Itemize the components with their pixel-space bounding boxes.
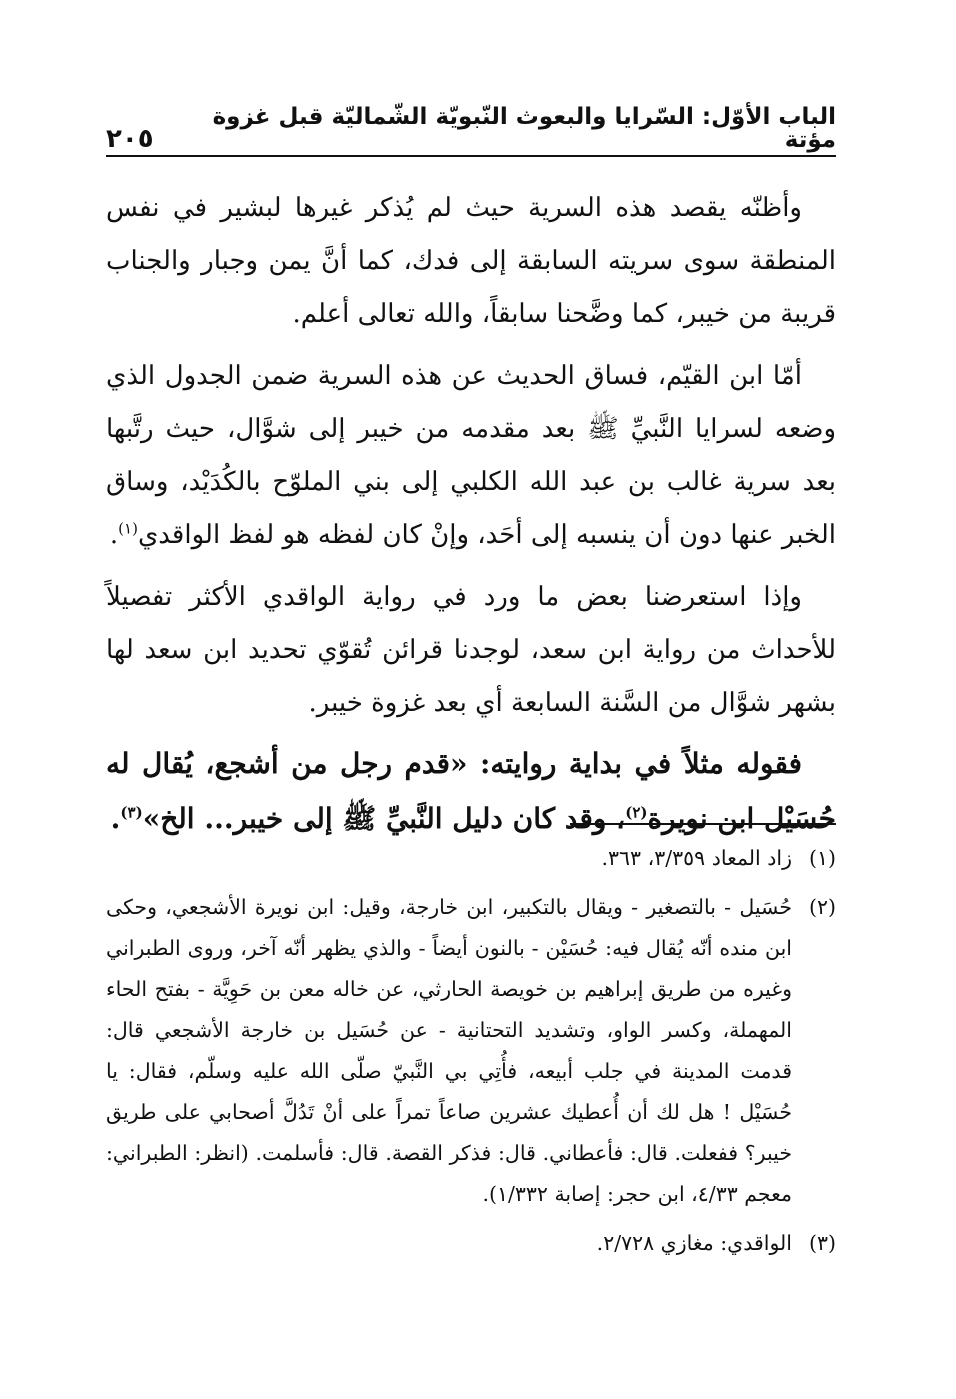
paragraph-2 [106,350,836,562]
paragraph-4 [106,736,836,846]
footnote-number: (٣) [808,1231,836,1255]
footnote-text: زاد المعاد ٣/٣٥٩، ٣٦٣. [601,846,792,870]
footnote-number: (١) [808,846,836,870]
page-number: ٢٠٥ [106,124,154,154]
paragraph-4-intro: فقوله مثلاً في بداية روايته: [467,747,802,780]
running-head [106,104,836,154]
footnote-text: الواقدي: مغازي ٢/٧٢٨. [596,1231,792,1255]
footnote-ref-1: (١) [118,519,138,538]
main-text [106,182,836,846]
header-rule [106,155,836,157]
running-head-title: الباب الأوّل: السّرايا والبعوث النّبويّة الشّماليّة قبل غزوة مؤتة [212,104,836,153]
paragraph-4-end: . [110,802,121,835]
quotation-part-1: «قدم رجل من أشجع، يُقال له حُسَيْل ابن نويرة [106,747,836,835]
paragraph-1 [106,182,836,341]
footnote-text: حُسَيل - بالتصغير - ويقال بالتكبير، ابن خارجة، وقيل: ابن نويرة الأشجعي، وحكى ابن منده أنّه يُقال فيه: حُسَيْن - بالنون أيضاً - والذي يظهر أنّه آخر، وروى الطبراني وغيره من طريق إبراهيم بن خويصة الحارثي، عن خاله معن بن حَوِيَّة - بفتح الحاء المهملة، وكسر الواو، وتشديد التحتانية - عن حُسَيل بن خارجة الأشجعي قال: قدمت المدينة في جلب أبيعه، فأُتِي بي النَّبيّ صلّى الله عليه وسلّم، فقال: يا حُسَيْل ! هل لك أن أُعطيك عشرين صاعاً تمراً على أنْ تَدُلَّ أصحابي على طريق خيبر؟ ففعلت. قال: فأعطاني. قال: فذكر القصة. قال: فأسلمت. (انظر: الطبراني: معجم ٤/٣٣، ابن حجر: إصابة ١/٣٣٢). [106,895,792,1206]
footnote-ref-2: (٢) [625,803,648,822]
footnote-1 [106,838,836,879]
footnote-ref-3: (٣) [120,803,143,822]
quotation-part-2: ، وقد كان دليل النَّبيِّ ﷺ إلى خيبر... الخ» [142,802,626,835]
footnote-rule [570,823,836,825]
paragraph-3-text: وإذا استعرضنا بعض ما ورد في رواية الواقدي الأكثر تفصيلاً للأحداث من رواية ابن سعد، لوجدنا قرائن تُقوّي تحديد ابن سعد لها بشهر شوَّال من السَّنة السابعة أي بعد غزوة خيبر. [106,582,836,718]
paragraph-2-end: . [109,520,119,550]
paragraph-3 [106,571,836,730]
footnote-2 [106,887,836,1215]
footnotes [106,838,836,1272]
paragraph-2-text: أمّا ابن القيّم، فساق الحديث عن هذه السرية ضمن الجدول الذي وضعه لسرايا النَّبيِّ ﷺ بعد مقدمه من خيبر إلى شوَّال، حيث رتَّبها بعد سرية غالب بن عبد الله الكلبي إلى بني الملوّح بالكُدَيْد، وساق الخبر عنها دون أن ينسبه إلى أحَد، وإنْ كان لفظه هو لفظ الواقدي [106,361,836,550]
paragraph-1-text: وأظنّه يقصد هذه السرية حيث لم يُذكر غيرها لبشير في نفس المنطقة سوى سريته السابقة إلى فدك، كما أنَّ يمن وجبار والجناب قريبة من خيبر، كما وضَّحنا سابقاً، والله تعالى أعلم. [106,193,836,329]
footnote-3 [106,1223,836,1264]
footnote-number: (٢) [808,895,836,919]
